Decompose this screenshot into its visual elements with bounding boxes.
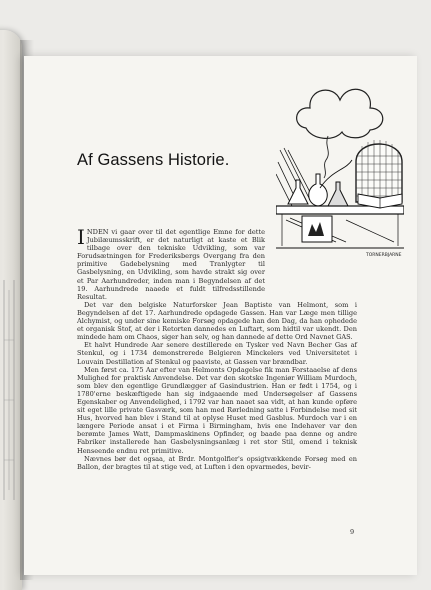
artist-signature: TORNERBJARNE [366, 253, 402, 258]
technical-drawing [2, 280, 16, 500]
previous-page-edge [0, 30, 22, 590]
paragraph-murdoch: Men først ca. 175 Aar efter van Helmonts Opdagelse fik man Forstaaelse af dens Mulighed for praktisk Anvendelse. Det var den skotske Ingeniør William Murdoch, som blev den egentlige Grundlægger af Gasindustrien. Han er født i 1754, og i 1780'erne beskæftigede han sig indgaaende med Undersøgelser af Gassens Egenskaber og Anvendelighed, i 1792 var han naaet saa vidt, at han kunde opføre sit eget lille private Gasværk, som han med Rørledning satte i Forbindelse med sit Hus, hvorved han blev i Stand til at oplyse Huset med Gasblus. Murdoch var i en længere Periode ansat i et Firma i Birmingham, hvis ene Indehaver var den berømte James Watt, Dampmaskinens Opfinder, og baade paa denne og andre Fabriker installerede han Gasbelysningsanlæg i ret stor Stil, omend i teknisk Henseende endnu ret primitive. [77, 365, 357, 455]
paragraph-becher: Et halvt Hundrede Aar senere destillerede en Tysker ved Navn Becher Gas af Stenkul, og i 1734 demonstrerede Belgieren Minckelers ved Universitetet i Louvain Destillation af Stenkul og paaviste, at Gassen var brændbar. [77, 341, 357, 366]
page-number: 9 [350, 528, 355, 536]
paragraph-montgolfier: Nævnes bør det ogsaa, at Brdr. Montgolfier's opsigtvækkende Forsøg med en Ballon, der bragtes til at stige ved, at Luften i den opvarmedes, bevir- [77, 454, 357, 471]
article-title: Af Gassens Historie. [77, 151, 230, 169]
paragraph-helmont: Det var den belgiske Naturforsker Jean Baptiste van Helmont, som i Begyndelsen af det 17. Aarhundrede opdagede Gassen. Han var Læge men tillige Alchymist, og under sine kemiske Forsøg opdagede han den Dag, da han ophedede et organisk Stof, at der i Retorten dannedes en Luftart, som hidtil var ukendt. Den mindede ham om Chaos, siger han selv, og han dannede af dette Ord Navnet GAS. [77, 300, 357, 342]
drop-cap: I [77, 225, 85, 249]
book-page [24, 56, 417, 575]
article-body [77, 225, 357, 471]
paragraph-intro: INDEN vi gaar over til det egentlige Emne for dette Jubilæumsskrift, er det naturligt at kaste et Blik tilbage over den tekniske Udvikling, som var Forudsætningen for Frederiksbergs Overgang fra den primitive Gadebelysning med Tranlygter til Gasbelysning, en Udvikling, som havde strakt sig over et Par Aarhundreder, inden man i Begyndelsen af det 19. Aarhundrede naaede et fuldt tilfredsstillende Resultat. [77, 225, 265, 301]
